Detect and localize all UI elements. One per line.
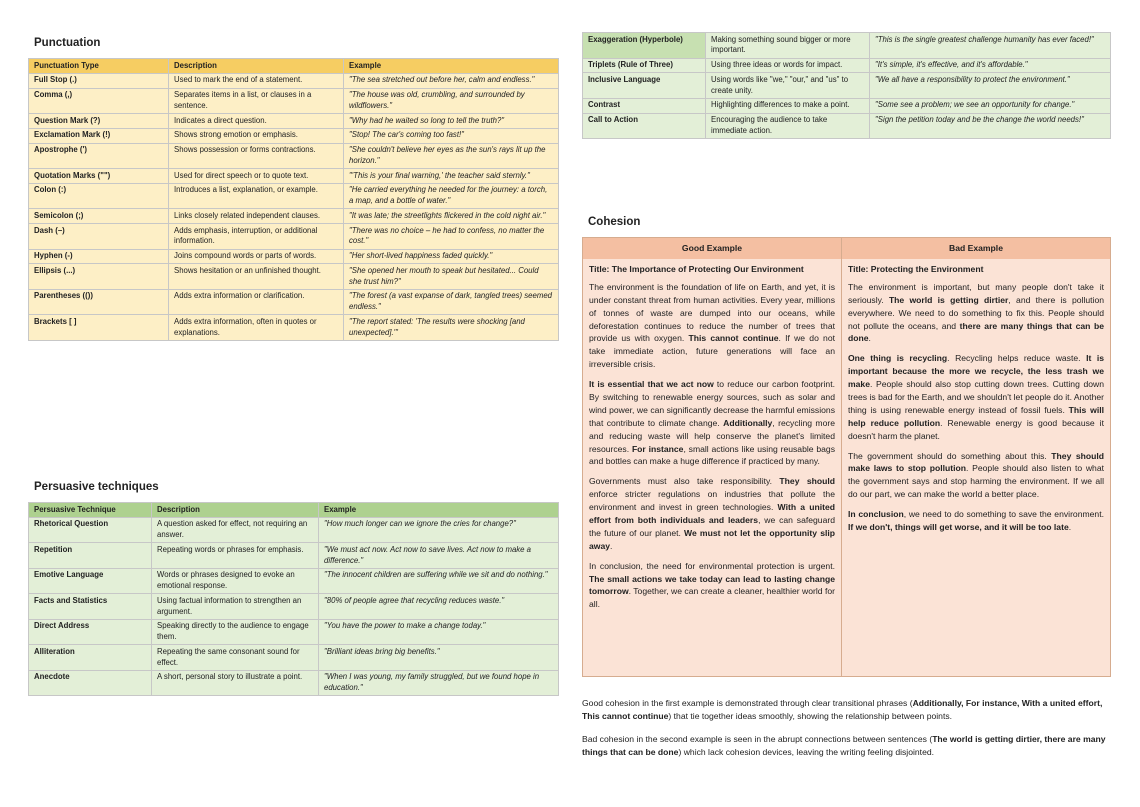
transition-phrase: They should <box>779 476 835 487</box>
description-cell: Links closely related independent clauses. <box>169 209 344 224</box>
bad-paragraph <box>848 281 1104 345</box>
header-cell: Example <box>344 59 559 74</box>
technique-cell: Semicolon (;) <box>29 209 169 224</box>
technique-cell: Hyphen (-) <box>29 249 169 264</box>
example-cell: "Sign the petition today and be the change the world needs!" <box>870 113 1111 139</box>
text-span: Good cohesion in the first example is demonstrated through clear transitional phrases ( <box>582 698 913 708</box>
technique-cell: Colon (:) <box>29 183 169 209</box>
example-cell: "80% of people agree that recycling reduces waste." <box>319 594 559 620</box>
example-cell: "Some see a problem; we see an opportunity for change." <box>870 98 1111 113</box>
abrupt-phrase: there are many things that can be done <box>848 320 1105 344</box>
example-cell: "She opened her mouth to speak but hesitated... Could she trust him?" <box>344 264 559 290</box>
description-cell: Shows hesitation or an unfinished thought. <box>169 264 344 290</box>
bad-paragraph <box>848 450 1104 502</box>
good-example-column <box>583 259 841 676</box>
good-paragraph <box>589 281 835 371</box>
technique-cell: Quotation Marks ("") <box>29 169 169 184</box>
transition-phrase: With a united effort from both individuals and leaders <box>589 502 835 526</box>
abrupt-phrase: They should make laws to stop pollution <box>848 450 1104 474</box>
description-cell: Using words like "we," "our," and "us" to create unity. <box>706 73 870 99</box>
example-cell: "We must act now. Act now to save lives. Act now to make a difference." <box>319 543 559 569</box>
technique-cell: Emotive Language <box>29 568 152 594</box>
table-row <box>29 183 559 209</box>
table-row <box>583 33 1111 59</box>
description-cell: Adds extra information, often in quotes or explanations. <box>169 315 344 341</box>
technique-cell: Dash (–) <box>29 224 169 250</box>
text-span: , small actions like using reusable bags and bottles can make a huge difference if practiced by many. <box>589 443 835 467</box>
description-cell: Adds emphasis, interruption, or additional information. <box>169 224 344 250</box>
technique-cell: Exaggeration (Hyperbole) <box>583 33 706 59</box>
abrupt-phrase: The world is getting dirtier <box>888 294 1009 305</box>
text-span: to reduce our carbon footprint. By switching to renewable energy sources, such as solar and wind power, we can significantly decrease the harmful emissions that contribute to climate change. <box>589 379 835 428</box>
good-paragraph <box>589 475 835 552</box>
table-row <box>29 264 559 290</box>
example-cell: "You have the power to make a change today." <box>319 619 559 645</box>
bad-example-column <box>842 259 1110 676</box>
abrupt-phrase: If we don't, things will get worse, and it will be too late <box>848 522 1069 533</box>
description-cell: Encouraging the audience to take immediate action. <box>706 113 870 139</box>
table-row <box>29 143 559 169</box>
text-span: The environment is the foundation of life on Earth, and yet, it is under constant threat from human activities. Every year, millions of tonnes of waste are dumped into our oceans, while deforestation continues to reduce the number of trees that provide us with oxygen. <box>589 281 835 344</box>
bad-example-header: Bad Example <box>842 238 1110 259</box>
technique-cell: Alliteration <box>29 645 152 671</box>
text-span: . Recycling helps reduce waste. <box>947 353 1087 364</box>
text-span: , and there is pollution everywhere. We need to do something to fix this. People should not pollute the oceans, and <box>848 294 1105 331</box>
text-span: In conclusion, the need for environmental protection is urgent. <box>589 560 835 571</box>
table-row <box>29 169 559 184</box>
transition-phrase: This cannot continue <box>688 333 779 344</box>
table-row <box>29 224 559 250</box>
example-cell: "Brilliant ideas bring big benefits." <box>319 645 559 671</box>
example-cell: "How much longer can we ignore the cries for change?" <box>319 517 559 543</box>
table-row <box>29 568 559 594</box>
technique-cell: Question Mark (?) <box>29 114 169 129</box>
technique-cell: Rhetorical Question <box>29 517 152 543</box>
bad-example-title: Title: Protecting the Environment <box>848 264 984 274</box>
table-row <box>29 594 559 620</box>
technique-cell: Ellipsis (...) <box>29 264 169 290</box>
transition-phrase: We must not let the opportunity slip away <box>589 527 835 551</box>
technique-cell: Inclusive Language <box>583 73 706 99</box>
text-span: . <box>1068 522 1072 533</box>
description-cell: Shows possession or forms contractions. <box>169 143 344 169</box>
description-cell: Introduces a list, explanation, or example. <box>169 183 344 209</box>
persuasive-heading: Persuasive techniques <box>34 481 159 493</box>
example-cell: "Stop! The car's coming too fast!" <box>344 128 559 143</box>
technique-cell: Parentheses (()) <box>29 289 169 315</box>
good-paragraph <box>589 560 835 612</box>
example-cell: "It was late; the streetlights flickered in the cold night air." <box>344 209 559 224</box>
technique-cell: Repetition <box>29 543 152 569</box>
example-cell: "She couldn't believe her eyes as the sun's rays lit up the horizon." <box>344 143 559 169</box>
table-row <box>29 619 559 645</box>
technique-cell: Anecdote <box>29 670 152 696</box>
highlight-phrase: Additionally, For instance, With a united effort, This cannot continue <box>582 698 1103 722</box>
transition-phrase: Additionally <box>723 417 773 428</box>
example-cell: "'This is your final warning,' the teacher said sternly." <box>344 169 559 184</box>
example-cell: "The innocent children are suffering while we sit and do nothing." <box>319 568 559 594</box>
table-row <box>29 114 559 129</box>
technique-cell: Brackets [ ] <box>29 315 169 341</box>
table-row <box>29 315 559 341</box>
header-cell: Punctuation Type <box>29 59 169 74</box>
table-row <box>29 88 559 114</box>
description-cell: Indicates a direct question. <box>169 114 344 129</box>
description-cell: Joins compound words or parts of words. <box>169 249 344 264</box>
text-span: . People should also listen to what the government says and stop harming the environment. If we all do our part, we can make the world a better place. <box>848 463 1104 500</box>
text-span: Governments must also take responsibility. <box>589 476 780 487</box>
technique-cell: Call to Action <box>583 113 706 139</box>
example-cell: "It's simple, it's effective, and it's affordable." <box>870 58 1111 73</box>
technique-cell: Triplets (Rule of Three) <box>583 58 706 73</box>
cohesion-comparison <box>582 237 1111 677</box>
table-row <box>29 517 559 543</box>
technique-cell: Comma (,) <box>29 88 169 114</box>
cohesion-heading: Cohesion <box>588 216 641 228</box>
persuasive-table-continued <box>582 32 1111 139</box>
table-row <box>29 128 559 143</box>
text-span: Bad cohesion in the second example is seen in the abrupt connections between sentences ( <box>582 734 933 744</box>
description-cell: Highlighting differences to make a point. <box>706 98 870 113</box>
text-span: , recycling more and reducing waste will help conserve the planet's limited resources. <box>589 417 835 454</box>
header-cell: Example <box>319 503 559 518</box>
table-row <box>583 58 1111 73</box>
example-cell: "We all have a responsibility to protect the environment." <box>870 73 1111 99</box>
abrupt-phrase: In conclusion <box>848 509 904 520</box>
description-cell: Adds extra information or clarification. <box>169 289 344 315</box>
example-cell: "When I was young, my family struggled, but we found hope in education." <box>319 670 559 696</box>
description-cell: Used to mark the end of a statement. <box>169 73 344 88</box>
example-cell: "This is the single greatest challenge humanity has ever faced!" <box>870 33 1111 59</box>
text-span: . <box>868 333 871 344</box>
example-cell: "The house was old, crumbling, and surrounded by wildflowers." <box>344 88 559 114</box>
table-row <box>29 645 559 671</box>
table-header-row <box>29 503 559 518</box>
text-span: , we need to do something to save the environment. <box>903 509 1104 520</box>
text-span: The government should do something about this. <box>848 450 1052 461</box>
description-cell: Repeating the same consonant sound for effect. <box>152 645 319 671</box>
text-span: ) that tie together ideas smoothly, showing the relationship between points. <box>668 711 953 722</box>
description-cell: Using three ideas or words for impact. <box>706 58 870 73</box>
technique-cell: Facts and Statistics <box>29 594 152 620</box>
technique-cell: Full Stop (.) <box>29 73 169 88</box>
persuasive-table <box>28 502 559 696</box>
table-row <box>583 113 1111 139</box>
bad-cohesion-summary <box>582 733 1112 760</box>
bad-paragraph <box>848 352 1104 442</box>
bad-paragraph <box>848 508 1104 534</box>
good-example-title: Title: The Importance of Protecting Our Environment <box>589 264 804 274</box>
example-cell: "The report stated: 'The results were shocking [and unexpected].'" <box>344 315 559 341</box>
abrupt-phrase: This will help reduce pollution <box>848 404 1104 428</box>
header-cell: Persuasive Technique <box>29 503 152 518</box>
technique-cell: Exclamation Mark (!) <box>29 128 169 143</box>
text-span: . Renewable energy is good because it doesn't harm the planet. <box>848 417 1104 441</box>
abrupt-phrase: One thing is recycling <box>848 353 948 364</box>
table-header-row <box>29 59 559 74</box>
highlight-phrase: The world is getting dirtier, there are many things that can be done <box>582 734 1106 758</box>
text-span: enforce stricter regulations on industries that pollute the environment and invest in green technologies. <box>589 489 835 513</box>
abrupt-phrase: It is important because the more we recycle, the less trash we make <box>848 353 1104 390</box>
description-cell: Repeating words or phrases for emphasis. <box>152 543 319 569</box>
technique-cell: Apostrophe (') <box>29 143 169 169</box>
text-span: The environment is important, but many people don't take it seriously. <box>848 281 1104 305</box>
description-cell: A question asked for effect, not requiring an answer. <box>152 517 319 543</box>
example-cell: "He carried everything he needed for the journey: a torch, a map, and a bottle of water." <box>344 183 559 209</box>
transition-phrase: For instance <box>631 443 684 454</box>
example-cell: "The sea stretched out before her, calm and endless." <box>344 73 559 88</box>
description-cell: Using factual information to strengthen an argument. <box>152 594 319 620</box>
table-row <box>29 209 559 224</box>
description-cell: Words or phrases designed to evoke an emotional response. <box>152 568 319 594</box>
table-row <box>29 543 559 569</box>
description-cell: Separates items in a list, or clauses in a sentence. <box>169 88 344 114</box>
description-cell: Speaking directly to the audience to engage them. <box>152 619 319 645</box>
good-paragraph <box>589 378 835 468</box>
description-cell: Shows strong emotion or emphasis. <box>169 128 344 143</box>
punctuation-table <box>28 58 559 341</box>
description-cell: Used for direct speech or to quote text. <box>169 169 344 184</box>
text-span: , we can safeguard the future of our planet. <box>589 515 835 538</box>
description-cell: A short, personal story to illustrate a point. <box>152 670 319 696</box>
table-row <box>583 98 1111 113</box>
good-cohesion-summary <box>582 697 1112 724</box>
text-span: . People should also stop cutting down trees. Cutting down trees is bad for the Earth, and we shouldn't let people do it. Another thing is using renewable energy instead of fossil fuels. <box>848 379 1104 415</box>
example-cell: "The forest (a vast expanse of dark, tangled trees) seemed endless." <box>344 289 559 315</box>
text-span: ) which lack cohesion devices, leaving the writing feeling disjointed. <box>678 747 935 758</box>
example-cell: "Why had he waited so long to tell the truth?" <box>344 114 559 129</box>
punctuation-heading: Punctuation <box>34 37 101 49</box>
example-cell: "There was no choice – he had to confess, no matter the cost." <box>344 224 559 250</box>
transition-phrase: It is essential that we act now <box>589 379 714 390</box>
technique-cell: Contrast <box>583 98 706 113</box>
text-span: . If we do not take immediate action, future generations will face an irreversible crisis. <box>589 333 835 370</box>
table-row <box>29 289 559 315</box>
transition-phrase: The small actions we take today can lead to lasting change tomorrow <box>589 573 835 597</box>
example-cell: "Her short-lived happiness faded quickly." <box>344 249 559 264</box>
table-row <box>583 73 1111 99</box>
technique-cell: Direct Address <box>29 619 152 645</box>
good-example-header: Good Example <box>583 238 841 259</box>
table-row <box>29 249 559 264</box>
text-span: . <box>610 540 613 551</box>
table-row <box>29 73 559 88</box>
description-cell: Making something sound bigger or more important. <box>706 33 870 59</box>
text-span: . Together, we can create a cleaner, healthier world for all. <box>589 586 835 610</box>
header-cell: Description <box>169 59 344 74</box>
table-row <box>29 670 559 696</box>
header-cell: Description <box>152 503 319 518</box>
